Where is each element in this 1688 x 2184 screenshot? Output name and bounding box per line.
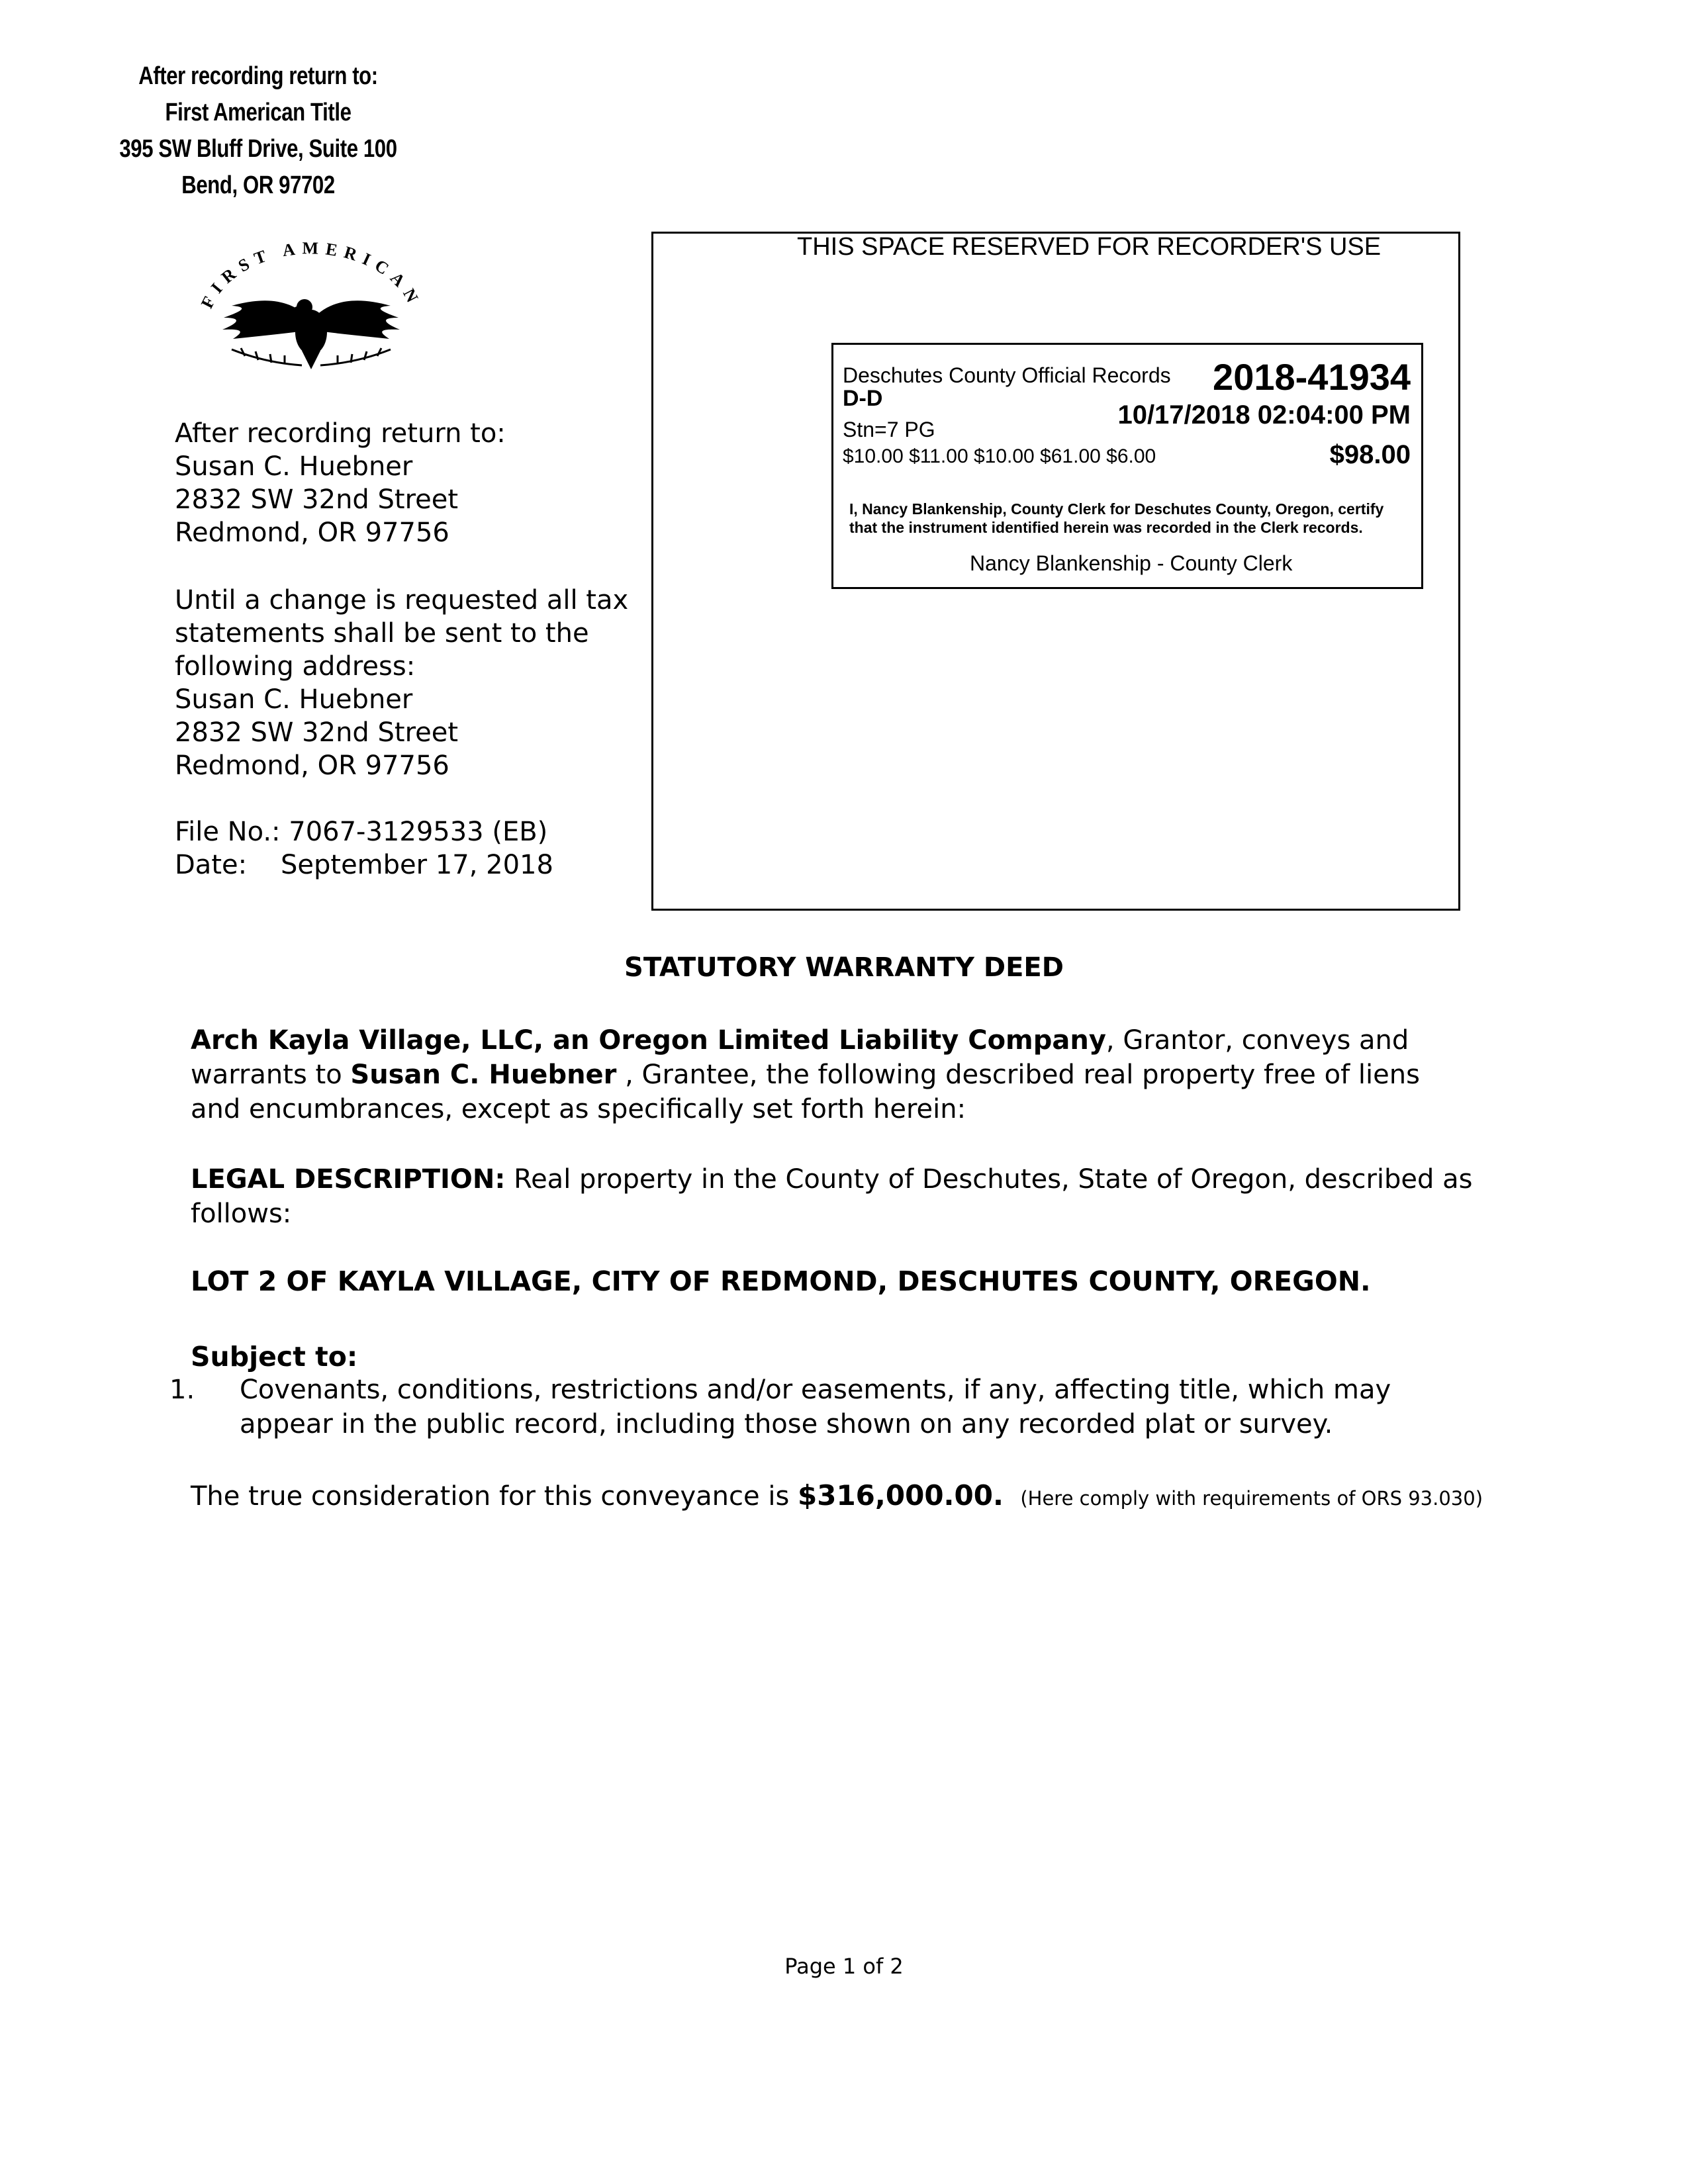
county-recording-stamp — [831, 343, 1423, 589]
grant-paragraph — [191, 1023, 1475, 1126]
tax-statement-address — [175, 584, 628, 782]
tax-city: Redmond, OR 97756 — [175, 751, 449, 781]
recorder-use-label: THIS SPACE RESERVED FOR RECORDER'S USE — [797, 233, 1382, 261]
eagle-icon — [222, 299, 400, 369]
tax-line-1: Until a change is requested all tax — [175, 585, 629, 615]
stamp-line-4: Bend, OR 97702 — [181, 171, 335, 199]
clerk-certification: I, Nancy Blankenship, County Clerk for Deschutes County, Oregon, certify that the instrument identified herein was recorded in the Clerk records. — [849, 500, 1384, 536]
recording-datetime: 10/17/2018 02:04:00 PM — [1117, 400, 1411, 430]
first-american-eagle-logo — [192, 233, 430, 385]
grantee-name: Susan C. Huebner — [350, 1060, 617, 1090]
recording-doc-type: D-D — [843, 386, 883, 411]
return-street: 2832 SW 32nd Street — [175, 484, 459, 515]
legal-description — [191, 1162, 1475, 1231]
exception-item-text: Covenants, conditions, restrictions and/or easements, if any, affecting title, which may appear in the public record, including those shown on any recorded plat or survey. — [240, 1375, 1391, 1439]
consideration-amount: $316,000.00. — [798, 1479, 1004, 1512]
recording-number: 2018-41934 — [1213, 356, 1411, 398]
file-number-row — [175, 815, 553, 848]
file-number-label: File No.: — [175, 817, 281, 847]
logo-arc-text: FIRST AMERICAN — [197, 238, 426, 312]
grant-text-1: , Grantor, conveys and warrants to — [191, 1025, 1409, 1090]
file-date-label: Date: — [175, 850, 248, 880]
exception-item-number: 1. — [169, 1375, 195, 1405]
file-date: September 17, 2018 — [281, 850, 553, 880]
grant-text-2: , Grantee, the following described real property free of liens and encumbrances, except as specifically set forth herein: — [191, 1060, 1420, 1124]
recording-title: Deschutes County Official Records — [843, 363, 1171, 387]
stamp-line-1: After recording return to: — [138, 62, 378, 90]
return-city: Redmond, OR 97756 — [175, 518, 449, 548]
recording-total: $98.00 — [1329, 440, 1411, 469]
tax-line-2: statements shall be sent to the — [175, 618, 589, 649]
file-number: 7067-3129533 (EB) — [289, 817, 548, 847]
recording-station: Stn=7 PG — [843, 418, 935, 441]
legal-text: Real property in the County of Deschutes, State of Oregon, described as follows: — [191, 1164, 1473, 1229]
grantor-name: Arch Kayla Village, LLC, an Oregon Limited Liability Company — [191, 1025, 1106, 1056]
return-to-address — [175, 417, 506, 549]
tax-name: Susan C. Huebner — [175, 684, 413, 715]
title-company-return-stamp — [117, 58, 399, 204]
recording-fees: $10.00 $11.00 $10.00 $61.00 $6.00 — [843, 445, 1156, 467]
clerk-name: Nancy Blankenship - County Clerk — [970, 551, 1293, 575]
tax-street: 2832 SW 32nd Street — [175, 717, 459, 748]
lot-description: LOT 2 OF KAYLA VILLAGE, CITY OF REDMOND, DESCHUTES COUNTY, OREGON. — [191, 1265, 1371, 1297]
legal-label: LEGAL DESCRIPTION: — [191, 1164, 506, 1195]
deed-title: STATUTORY WARRANTY DEED — [624, 952, 1064, 983]
consideration-text: The true consideration for this conveyance is — [191, 1481, 798, 1512]
return-name: Susan C. Huebner — [175, 451, 413, 482]
file-date-row — [175, 848, 553, 882]
return-heading: After recording return to: — [175, 418, 506, 449]
consideration-statement — [191, 1479, 1483, 1516]
subject-to-label: Subject to: — [191, 1341, 358, 1373]
tax-line-3: following address: — [175, 651, 416, 682]
stamp-line-2: First American Title — [165, 99, 352, 126]
consideration-note: (Here comply with requirements of ORS 93.030) — [1020, 1487, 1483, 1510]
stamp-line-3: 395 SW Bluff Drive, Suite 100 — [119, 135, 397, 163]
page-number: Page 1 of 2 — [784, 1954, 904, 1979]
file-info — [175, 815, 553, 882]
